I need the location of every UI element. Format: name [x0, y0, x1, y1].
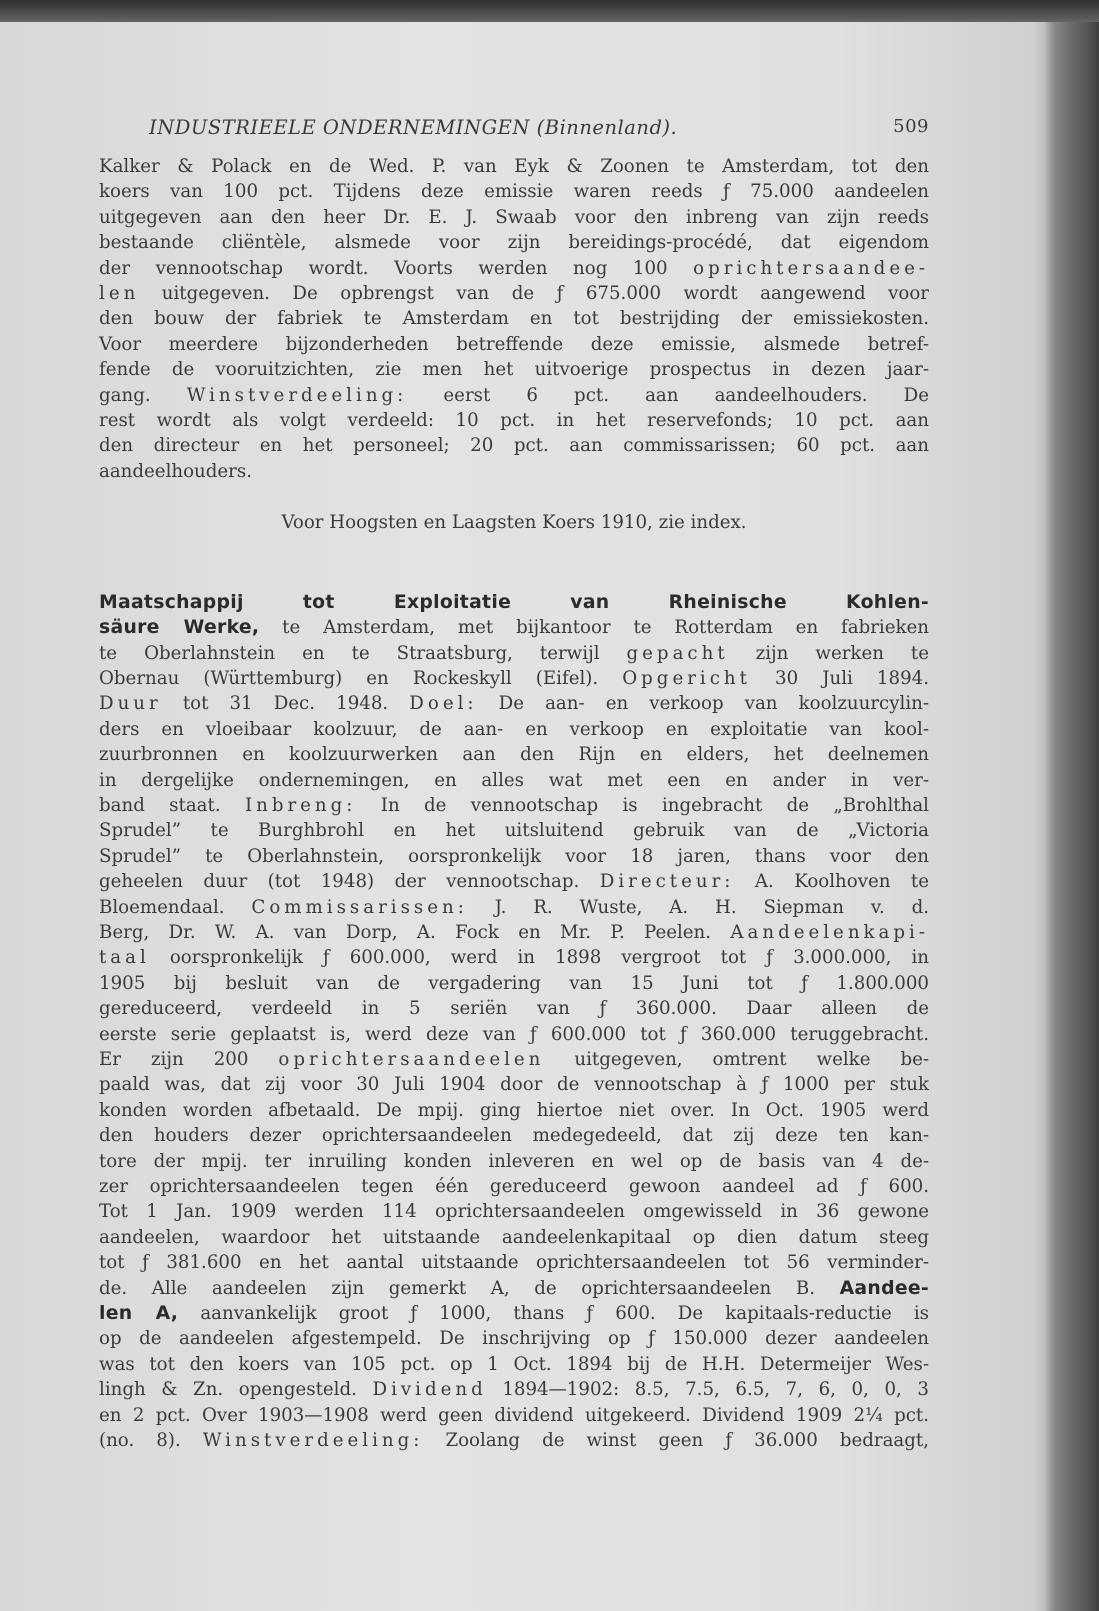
- shares-a-heading-cont: len A,: [99, 1303, 179, 1325]
- paragraph-company-entry: Maatschappij tot Exploitatie van Rheinische Kohlen- säure Werke, te Amsterdam, met bijkantoor te Rotterdam en fabrieken te Oberlahnstein en te Straatsburg, terwijl gepacht zijn werken te Obernau (Württemburg) en Rockeskyll (Eifel). Opgericht 30 Juli 1894. Duur tot 31 Dec. 1948. Doel: De aan- en verkoop van koolzuurcylin- ders en vloeibaar koolzuur, de aan- en verkoop en exploitatie van kool- zuurbronnen en koolzuurwerken aan den Rijn en elders, het deelnemen in dergelijke ondernemingen, en alles wat met een en ander in ver- band staat. Inbreng: In de vennootschap is ingebracht de „Brohlthal Sprudel” te Burghbrohl en het uitsluitend gebruik van de „Victoria Sprudel” te Oberlahnstein, oorspronkelijk voor 18 jaren, thans voor den geheelen duur (tot 1948) der vennootschap. Directeur: A. Koolhoven te Bloemendaal. Commissarissen: J. R. Wuste, A. H. Siepman v. d. Berg, Dr. W. A. van Dorp, A. Fock en Mr. P. Peelen. Aandeelenkapi- taal oorspronkelijk ƒ 600.000, werd in 1898 vergroot tot ƒ 3.000.000, in 1905 bij besluit van de vergadering van 15 Juni tot ƒ 1.800.000 gereduceerd, verdeeld in 5 seriën van ƒ 360.000. Daar alleen de eerste serie geplaatst is, werd deze van ƒ 600.000 tot ƒ 360.000 teruggebracht. Er zijn 200 oprichtersaandeelen uitgegeven, omtrent welke be- paald was, dat zij voor 30 Juli 1904 door de vennootschap à ƒ 1000 per stuk konden worden afbetaald. De mpij. ging hiertoe niet over. In Oct. 1905 werd den houders dezer oprichtersaandeelen medegedeeld, dat zij deze ten kan- tore der mpij. ter inruiling konden inleveren en wel op de basis van 4 de- zer oprichtersaandeelen tegen één gereduceerd gewoon aandeel ad ƒ 600. Tot 1 Jan. 1909 werden 114 oprichtersaandeelen omgewisseld in 36 gewone aandeelen, waardoor het uitstaande aandeelenkapitaal op dien datum steeg tot ƒ 381.600 en het aantal uitstaande oprichtersaandeelen tot 56 verminder- de. Alle aandeelen zijn gemerkt A, de oprichtersaandeelen B. Aandee- len A, aanvankelijk groot ƒ 1000, thans ƒ 600. De kapitaals-reductie is op de aandeelen afgestempeld. De inschrijving op ƒ 150.000 dezer aandeelen was tot den koers van 105 pct. op 1 Oct. 1894 bij de H.H. Determeijer Wes- lingh & Zn. opengesteld. Dividend 1894—1902: 8.5, 7.5, 6.5, 7, 6, 0, 0, 3 en 2 pct. Over 1903—1908 werd geen dividend uitgekeerd. Dividend 1909 2¼ pct. (no. 8). Winstverdeeling: Zoolang de winst geen ƒ 36.000 bedraagt,: [99, 591, 930, 1452]
- spaced-term: len: [99, 283, 140, 305]
- running-head: [99, 110, 929, 144]
- page-number: 509: [893, 116, 929, 137]
- book-binding-edge: [1035, 22, 1099, 1611]
- company-name-cont: säure Werke,: [99, 617, 260, 639]
- paragraph-emission: Kalker & Polack en de Wed. P. van Eyk & Zoonen te Amsterdam, tot den koers van 100 pct. Tijdens deze emissie waren reeds ƒ 75.000 aandeelen uitgegeven aan den heer Dr. E. J. Swaab voor den inbreng van zijn reeds bestaande cliëntèle, alsmede voor zijn bereidings-procédé, dat eigendom der vennootschap wordt. Voorts werden nog 100 oprichtersaandee- len uitgegeven. De opbrengst van de ƒ 675.000 wordt aangewend voor den bouw der fabriek te Amsterdam en tot bestrijding der emissiekosten. Voor meerdere bijzonderheden betreffende deze emissie, alsmede betref- fende de vooruitzichten, zie men het uitvoerige prospectus in dezen jaar- gang. Winstverdeeling: eerst 6 pct. aan aandeelhouders. De rest wordt als volgt verdeeld: 10 pct. in het reservefonds; 10 pct. aan den directeur en het personeel; 20 pct. aan commissarissen; 60 pct. aan aandeelhouders.: [99, 156, 930, 482]
- page-content: [99, 110, 929, 1454]
- price-index-note: Voor Hoogsten en Laagsten Koers 1910, zie index.: [281, 512, 747, 534]
- company-name: Maatschappij tot Exploitatie van Rheinische Kohlen-: [99, 591, 929, 613]
- running-head-title: INDUSTRIEELE ONDERNEMINGEN (Binnenland).: [149, 116, 678, 139]
- spaced-term: oprichtersaandee-: [693, 257, 929, 279]
- spaced-term: Winstverdeeling:: [186, 384, 408, 406]
- shares-a-heading: Aandee-: [839, 1277, 929, 1299]
